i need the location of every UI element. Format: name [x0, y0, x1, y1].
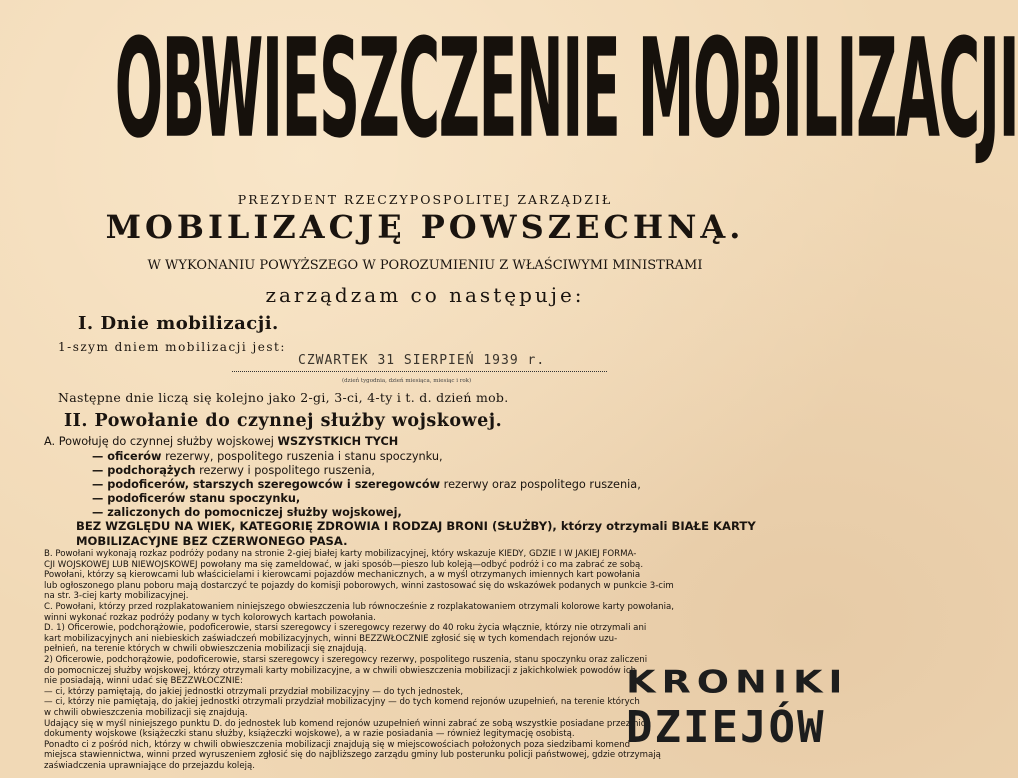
section-2-heading: II. Powołanie do czynnej służby wojskowej.: [64, 411, 503, 431]
section-1-heading: I. Dnie mobilizacji.: [78, 313, 279, 334]
first-day-value: CZWARTEK 31 SIERPIEŃ 1939 r.: [298, 353, 546, 368]
small-print-line: B. Powołani wykonają rozkaz podróży podany na stronie 2-giej białej karty mobilizacyjnej, który wskazuje KIEDY, GDZIE I W JAKIEJ FORMA-: [44, 549, 637, 559]
list-item-bold: — podoficerów stanu spoczynku,: [92, 492, 301, 505]
paragraph-a-intro: [44, 434, 398, 449]
small-print-line: nie posiadają, winni udać się BEZZWŁOCZNIE:: [44, 676, 243, 687]
mobilization-heading: MOBILIZACJĘ POWSZECHNĄ.: [105, 208, 745, 246]
paragraph-a-intro-bold: WSZYSTKICH TYCH: [277, 435, 399, 448]
first-day-dotted-line: [232, 370, 607, 372]
first-day-hint: (dzień tygodnia, dzień miesiąca, miesiąc i rok): [342, 378, 472, 384]
small-print-line: — ci, którzy pamiętają, do jakiej jednostki otrzymali przydział mobilizacyjny — do tych jednostek,: [44, 686, 464, 697]
order-line: zarządzam co następuje:: [265, 283, 585, 307]
small-print-line: CJI WOJSKOWEJ LUB NIEWOJSKOWEJ powołany ma się zameldować, w jaki sposób—pieszo lub koleją—odbyć podróż i co ma zabrać ze sobą.: [44, 559, 644, 570]
small-print-line: winni wykonać rozkaz podróży podany w tych kolorowych kartach powołania.: [44, 612, 376, 623]
decree-line: PREZYDENT RZECZYPOSPOLITEJ ZARZĄDZIŁ: [237, 192, 613, 207]
next-days-text: Następne dnie liczą się kolejno jako 2-gi, 3-ci, 4-ty i t. d. dzień mob.: [58, 390, 509, 405]
list-item-bold: — podoficerów, starszych szeregowców i szeregowców: [92, 478, 441, 491]
list-item: [92, 477, 641, 492]
paragraph-a-intro-text: A. Powołuję do czynnej służby wojskowej: [44, 435, 274, 448]
list-item-bold: — zaliczonych do pomocniczej służby wojskowej,: [92, 506, 402, 519]
paragraph-a-condition: BEZ WZGLĘDU NA WIEK, KATEGORIĘ ZDROWIA I RODZAJ BRONI (SŁUŻBY), którzy otrzymali BIAŁE KARTY MOBILIZACYJNE BEZ CZERWONEGO PASA.: [76, 519, 756, 548]
small-print-line: C. Powołani, którzy przed rozplakatowaniem niniejszego obwieszczenia lub równocześnie z rozplakatowaniem otrzymali kolorowe karty powołania,: [44, 602, 674, 612]
small-print-line: zaświadczenia uprawniające do przejazdu koleją.: [44, 761, 255, 771]
small-print-line: miejsca stawiennictwa, winni przed wyruszeniem zgłosić się do najbliższego zarządu gminy lub posterunku policji państwowej, gdzie otrzymają: [44, 750, 661, 761]
small-print-line: dokumenty wojskowe (książeczki stanu służby, książeczki wojskowe), a w razie posiadania — również legitymację osobistą.: [44, 729, 575, 740]
small-print-line: — ci, którzy nie pamiętają, do jakiej jednostki otrzymali przydział mobilizacyjny — do tych komend rejonów uzupełnień, na terenie których: [44, 697, 640, 708]
list-item-bold: — podchorążych: [92, 464, 196, 477]
logo-line-2: DZIEJÓW: [626, 702, 826, 753]
execution-line: W WYKONANIU POWYŻSZEGO W POROZUMIENIU Z WŁAŚCIWYMI MINISTRAMI: [147, 258, 703, 273]
small-print-line: w chwili obwieszczenia mobilizacji się znajdują.: [44, 708, 248, 718]
kroniki-dziejow-logo: [626, 664, 849, 764]
small-print-line: lub ogłoszonego planu poboru mają dostarczyć te pojazdy do komisji poborowych, winni zastosować się do wskazówek podanych w punkcie 3-cim: [44, 580, 674, 591]
small-print-line: do pomocniczej służby wojskowej, którzy otrzymali karty mobilizacyjne, a w chwili obwieszczenia mobilizacji z jakichkolwiek powodów ich: [44, 665, 637, 676]
list-item: [92, 505, 402, 520]
small-print-line: Ponadto ci z pośród nich, którzy w chwili obwieszczenia mobilizacji znajdują się w miejscowościach położonych poza siedzibami komend: [44, 739, 631, 750]
small-print-line: na str. 3-ciej karty mobilizacyjnej.: [44, 591, 189, 602]
small-print-line: pełnień, na terenie których w chwili obwieszczenia mobilizacji się znajdują.: [44, 644, 367, 655]
logo-line-1: KRONIKI: [626, 664, 849, 701]
small-print-line: Udający się w myśl niniejszego punktu D. do jednostek lub komend rejonów uzupełnień winni zabrać ze sobą wszystkie posiadane przez nich: [44, 718, 651, 729]
list-item: [92, 449, 443, 464]
first-day-label: 1-szym dniem mobilizacji jest:: [58, 340, 286, 354]
small-print-line: Powołani, którzy są kierowcami lub właścicielami i kierowcami pojazdów mechanicznych, a w myśl otrzymanych imiennych kart powołania: [44, 570, 641, 581]
list-item: [92, 463, 375, 478]
small-print-line: kart mobilizacyjnych ani niebieskich zaświadczeń mobilizacyjnych, winni BEZZWŁOCZNIE zgłosić się w tych komendach rejonów uzu-: [44, 633, 618, 644]
list-item-text: rezerwy, pospolitego ruszenia i stanu spoczynku,: [161, 450, 443, 463]
list-item-bold: — oficerów: [92, 450, 162, 463]
small-print-line: 2) Oficerowie, podchorążowie, podoficerowie, starsi szeregowcy i szeregowcy rezerwy, pospolitego ruszenia, stanu spoczynku oraz zaliczeni: [44, 655, 648, 665]
list-item-text: rezerwy oraz pospolitego ruszenia,: [440, 478, 641, 491]
list-item: [92, 491, 300, 506]
small-print-line: D. 1) Oficerowie, podchorążowie, podoficerowie, starsi szeregowcy i szeregowcy rezerwy do 40 roku życia włącznie, którzy nie otrzymali ani: [44, 623, 647, 634]
list-item-text: rezerwy i pospolitego ruszenia,: [195, 464, 376, 477]
poster-title: OBWIESZCZENIE MOBILIZACJI: [114, 11, 1018, 169]
